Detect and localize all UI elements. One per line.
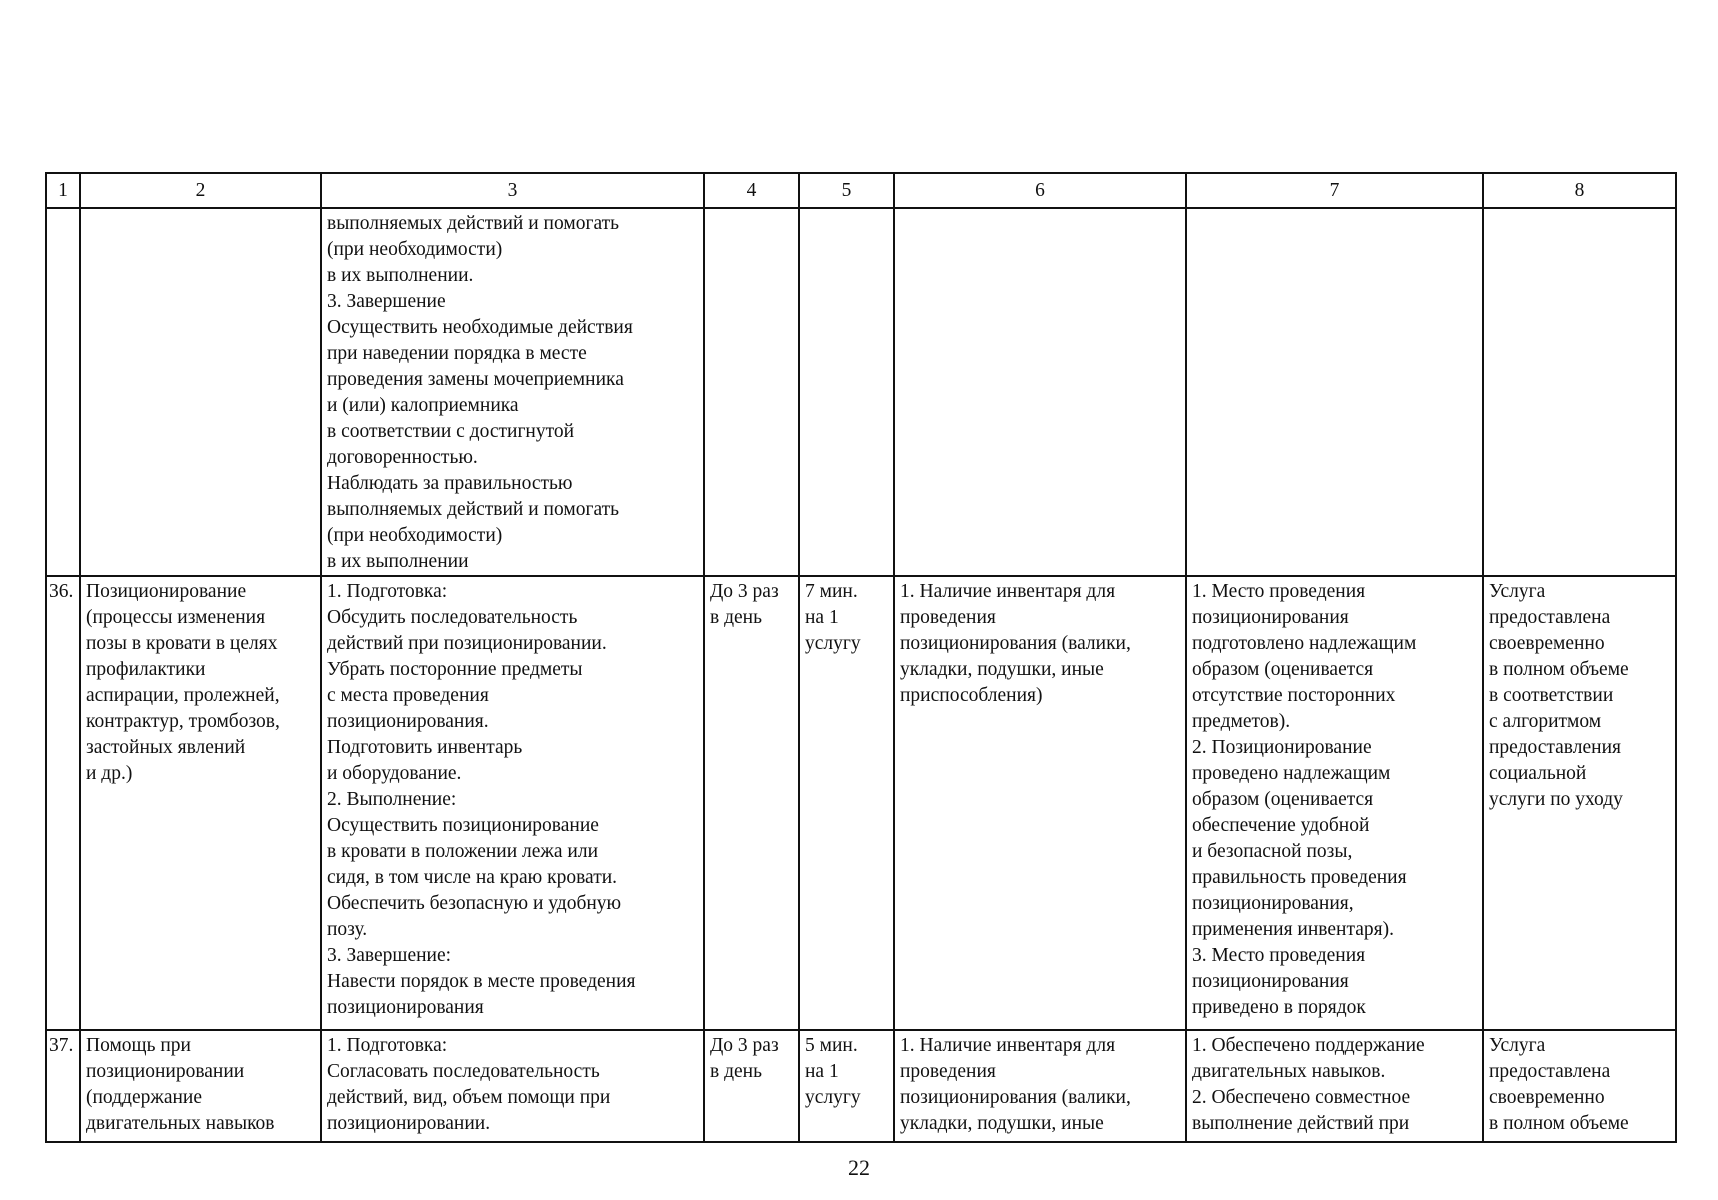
column-header: 7	[1186, 173, 1483, 208]
time-norm-cell	[799, 208, 894, 576]
time-norm-cell: 7 мин. на 1 услугу	[799, 576, 894, 1030]
frequency-cell	[704, 208, 799, 576]
column-header: 1	[46, 173, 80, 208]
service-actions-cell: выполняемых действий и помогать (при необходимости) в их выполнении. 3. Завершение Осуществить необходимые действия при наведении порядка в месте проведения замены мочеприемника и (или) калоприемника в соответствии с достигнутой договоренностью. Наблюдать за правильностью выполняемых действий и помогать (при необходимости) в их выполнении	[321, 208, 704, 576]
column-header: 5	[799, 173, 894, 208]
services-table	[45, 172, 1677, 1143]
table-row-continuation	[46, 208, 1676, 576]
service-name-cell: Позиционирование (процессы изменения позы в кровати в целях профилактики аспирации, пролежней, контрактур, тромбозов, застойных явлений и др.)	[80, 576, 321, 1030]
evaluation-cell	[1483, 208, 1676, 576]
evaluation-cell: Услуга предоставлена своевременно в полном объеме в соответствии с алгоритмом предоставления социальной услуги по уходу	[1483, 576, 1676, 1030]
quality-indicators-cell: 1. Место проведения позиционирования подготовлено надлежащим образом (оценивается отсутствие посторонних предметов). 2. Позиционирование проведено надлежащим образом (оценивается обеспечение удобной и безопасной позы, правильность проведения позиционирования, применения инвентаря). 3. Место проведения позиционирования приведено в порядок	[1186, 576, 1483, 1030]
service-actions-cell: 1. Подготовка: Согласовать последовательность действий, вид, объем помощи при позиционировании.	[321, 1030, 704, 1142]
column-header: 8	[1483, 173, 1676, 208]
service-name-cell	[80, 208, 321, 576]
column-header: 6	[894, 173, 1186, 208]
service-name-cell: Помощь при позиционировании (поддержание двигательных навыков	[80, 1030, 321, 1142]
table-row-37	[46, 1030, 1676, 1142]
page-number: 22	[848, 1155, 870, 1180]
time-norm-cell: 5 мин. на 1 услугу	[799, 1030, 894, 1142]
row-number-cell: 36.	[46, 576, 80, 1030]
conditions-cell	[894, 208, 1186, 576]
conditions-cell: 1. Наличие инвентаря для проведения позиционирования (валики, укладки, подушки, иные	[894, 1030, 1186, 1142]
evaluation-cell: Услуга предоставлена своевременно в полном объеме	[1483, 1030, 1676, 1142]
quality-indicators-cell	[1186, 208, 1483, 576]
row-number-cell: 37.	[46, 1030, 80, 1142]
column-header: 3	[321, 173, 704, 208]
conditions-cell: 1. Наличие инвентаря для проведения позиционирования (валики, укладки, подушки, иные приспособления)	[894, 576, 1186, 1030]
column-header: 2	[80, 173, 321, 208]
frequency-cell: До 3 раз в день	[704, 1030, 799, 1142]
frequency-cell: До 3 раз в день	[704, 576, 799, 1030]
row-number-cell	[46, 208, 80, 576]
column-number-header-row	[46, 173, 1676, 208]
column-header: 4	[704, 173, 799, 208]
quality-indicators-cell: 1. Обеспечено поддержание двигательных навыков. 2. Обеспечено совместное выполнение действий при	[1186, 1030, 1483, 1142]
service-actions-cell: 1. Подготовка: Обсудить последовательность действий при позиционировании. Убрать посторонние предметы с места проведения позиционирования. Подготовить инвентарь и оборудование. 2. Выполнение: Осуществить позиционирование в кровати в положении лежа или сидя, в том числе на краю кровати. Обеспечить безопасную и удобную позу. 3. Завершение: Навести порядок в месте проведения позиционирования	[321, 576, 704, 1030]
table-row-36	[46, 576, 1676, 1030]
